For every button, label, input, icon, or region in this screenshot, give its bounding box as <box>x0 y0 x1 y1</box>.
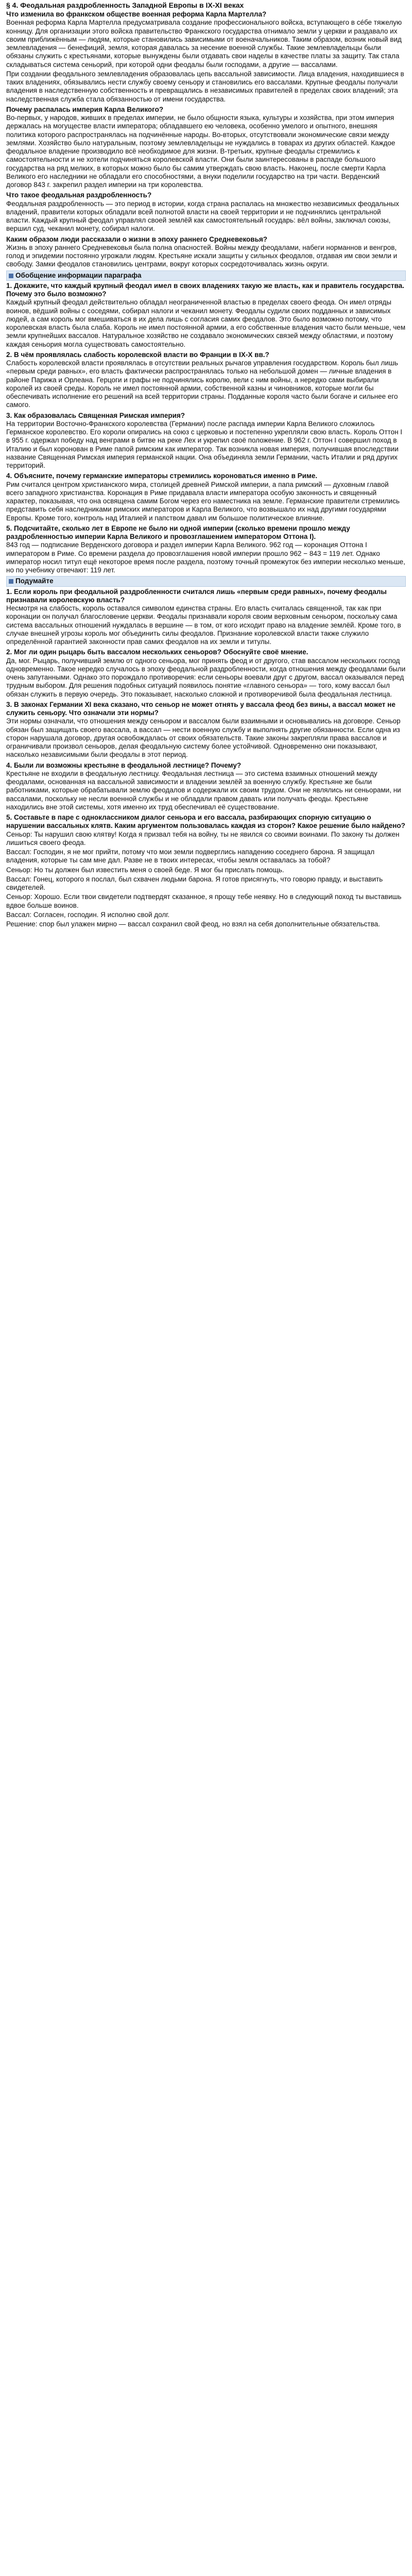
answer-paragraph: Несмотря на слабость, король оставался символом единства страны. Его власть считалась священной, так как при коронации он получал благословение церкви. Феодалы признавали короля своим верховным сеньором, поскольку сама система вассальных отношений нуждалась в вершине — в том, от кого исходит право на владение землёй. Кроме того, в случае внешней угрозы король мог объединить силы феодалов. Признание королевской власти также служило определённой гарантией законности прав самих феодалов на их земли и титулы. <box>6 604 401 646</box>
question-heading: Что изменила во франкском обществе военная реформа Карла Мартелла? <box>6 10 267 18</box>
qa-block <box>6 191 406 233</box>
answer-paragraph: Сеньор: Но ты должен был известить меня о своей беде. Я мог бы прислать помощь. <box>6 866 284 874</box>
question-heading: 4. Объясните, почему германские императоры стремились короноваться именно в Риме. <box>6 472 318 480</box>
question-heading: Каким образом люди рассказали о жизни в эпоху раннего Средневековья? <box>6 235 268 243</box>
section-bar-summary <box>6 270 406 281</box>
page-title: § 4. Феодальная раздробленность Западной Европы в IX-XI веках <box>6 1 244 9</box>
document-page <box>3 0 409 930</box>
answer-paragraph: Феодальная раздробленность — это период в истории, когда страна распалась на множество независимых феодальных владений, правители которых обладали всей полнотой власти на своей территории и не подчинялись центральной власти. Каждый крупный феодал управлял своей землёй как самостоятельный государь: вёл войны, заключал союзы, вершил суд, чеканил монету, собирал налоги. <box>6 199 399 233</box>
question-heading: 1. Если король при феодальной раздробленности считался лишь «первым среди равных», почему феодалы признавали королевскую власть? <box>6 587 387 604</box>
part3-section <box>6 588 406 929</box>
answer-paragraph: Слабость королевской власти проявлялась в отсутствии реальных рычагов управления государством. Король был лишь «первым среди равных», его власть фактически распространялась только на небольшой домен — личные владения в районе Парижа и Орлеана. Герцоги и графы не подчинялись королю, вели с ним войны, а нередко сами выбирали королей из своей среды. Король не имел постоянной армии, собственной казны и чиновников, которые могли бы обеспечивать исполнение его решений на всей территории страны. Подданные короля часто были богаче и сильнее его самого. <box>6 359 398 409</box>
qa-block <box>6 235 406 269</box>
answer-paragraph: Сеньор: Ты нарушил свою клятву! Когда я призвал тебя на войну, ты не явился со своими воинами. По закону ты должен лишиться своего феода. <box>6 830 400 846</box>
answer-paragraph: 843 год — подписание Верденского договора и раздел империи Карла Великого. 962 год — коронация Оттона I императором в Риме. Со времени раздела до провозглашения новой империи прошло 962 − 843 = 119 лет. Однако император носил титул ещё некоторое время после раздела, поэтому точный промежуток без империи несколько меньше, но по учебнику отвечают: 119 лет. <box>6 541 405 574</box>
part2-section <box>6 282 406 575</box>
qa-block <box>6 524 406 575</box>
answer-paragraph: Вассал: Господин, я не мог прийти, потому что мои земли подверглись нападению соседнего барона. Я защищал владения, которые ты сам мне дал. Разве не в твоих интересах, чтобы земля оставалась за тобой? <box>6 848 375 865</box>
qa-block <box>6 472 406 522</box>
answer-paragraph: Вассал: Согласен, господин. Я исполню свой долг. <box>6 910 170 919</box>
question-heading: Почему распалась империя Карла Великого? <box>6 105 164 113</box>
qa-block <box>6 106 406 190</box>
answer-paragraph: Вассал: Гонец, которого я послал, был схвачен людьми барона. Я готов присягнуть, что говорю правду, и выставить свидетелей. <box>6 875 383 891</box>
answer-paragraph: Эти нормы означали, что отношения между сеньором и вассалом были взаимными и основывались на договоре. Сеньор обязан был защищать своего вассала, а вассал — нести военную службу и выполнять другие обязанности. Если одна из сторон нарушала договор, другая освобождалась от своих обязательств. Такие законы закрепляли права вассалов и ограничивали произвол сеньоров, делая феодальную систему более устойчивой. Одновременно они показывают, насколько независимыми были феодалы в этот период. <box>6 717 401 759</box>
answer-paragraph: На территории Восточно-Франкского королевства (Германии) после распада империи Карла Великого сложилось Германское королевство. Его короли опирались на союз с церковью и постепенно укрепляли свою власть. Король Оттон I в 955 г. одержал победу над венграми в битве на реке Лех и укрепил своё положение. В 962 г. Оттон I совершил поход в Италию и был коронован в Риме папой римским как император. Так возникла новая империя, получившая впоследствии название Священная Римская империя германской нации. Она объединяла земли Германии, часть Италии и ряд других территорий. <box>6 419 403 469</box>
question-heading: 2. Мог ли один рыцарь быть вассалом нескольких сеньоров? Обоснуйте своё мнение. <box>6 648 308 656</box>
section-bar-think <box>6 576 406 586</box>
answer-paragraph: Сеньор: Хорошо. Если твои свидетели подтвердят сказанное, я прощу тебе неявку. Но в следующий поход ты выставишь вдвое больше воинов. <box>6 893 402 909</box>
part1-section <box>6 10 406 269</box>
question-heading: 4. Были ли возможны крестьяне в феодальной лестнице? Почему? <box>6 761 242 769</box>
answer-paragraph: Военная реформа Карла Мартелла предусматривала создание профессионального войска, вступающего в сéбе тяжелую конницу. Для организации этого войска правительство Франкского государства отнимало земли у церкви и раздавало их своим приближённым — людям, которые становились зависимыми от военачальников. Таким образом, возник новый вид землевладения — бенефиций, земля, которая давалась за несение военной службы. Такие землевладельцы были обязаны служить с крестьянами, которые вынуждены были отдавать свои наделы в качестве платы за защиту. Так стала складываться система сеньорий, при которой одни феодалы были господами, а другие — вассалами. <box>6 19 402 69</box>
answer-paragraph: Да, мог. Рыцарь, получивший землю от одного сеньора, мог принять феод и от другого, став вассалом нескольких господ одновременно. Такое нередко случалось в эпоху феодальной раздробленности, когда отношения между феодалами были очень запутанными. Однако это порождало противоречия: если сеньоры воевали друг с другом, вассал оказывался перед трудным выбором. Для решения подобных ситуаций появилось понятие «главного сеньора» — того, кому вассал был обязан служить в первую очередь. Это показывает, насколько сложной и противоречивой была феодальная лестница. <box>6 656 406 698</box>
qa-block <box>6 351 406 410</box>
question-heading: 3. Как образовалась Священная Римская империя? <box>6 411 185 419</box>
section-bar-label: Подумайте <box>15 577 54 585</box>
answer-paragraph: Крестьяне не входили в феодальную лестницу. Феодальная лестница — это система взаимных отношений между феодалами, основанная на вассальной зависимости и владении землёй за военную службу. Крестьяне же были работниками, которые обрабатывали землю феодалов и содержали их своим трудом. Они не являлись ни сеньорами, ни вассалами, поскольку не несли военной службы и не обладали правом давать или получать феоды. Крестьяне находились вне этой системы, хотя именно их труд обеспечивал её существование. <box>6 769 401 811</box>
question-heading: 2. В чём проявлялась слабость королевской власти во Франции в IX-X вв.? <box>6 350 269 359</box>
qa-block <box>6 412 406 470</box>
answer-paragraph: Рим считался центром христианского мира, столицей древней Римской империи, а папа римский — духовным главой всего западного христианства. Коронация в Риме придавала власти императора особую законность и священный характер, показывая, что она освящена самим Богом через его наместника на земле. Германские правители стремились представить себя наследниками римских императоров и Карла Великого, что возвышало их над другими государями Европы. Кроме того, контроль над Италией и папством давал им большое политическое влияние. <box>6 480 400 522</box>
qa-block <box>6 648 406 699</box>
qa-block <box>6 701 406 759</box>
section-marker-icon <box>9 274 13 278</box>
answer-paragraph: Жизнь в эпоху раннего Средневековья была полна опасностей. Войны между феодалами, набеги норманнов и венгров, голод и эпидемии постоянно угрожали людям. Крестьяне искали защиты у сильных феодалов, отдавая им свои земли и свободу. Замки феодалов становились центрами, вокруг которых сосредоточивалась жизнь округи. <box>6 243 398 268</box>
question-heading: 5. Подсчитайте, сколько лет в Европе не было ни одной империи (сколько времени прошло между раздробленностью империи Карла Великого и провозглашением императором Оттона I). <box>6 524 350 540</box>
section-marker-icon <box>9 579 13 584</box>
qa-block <box>6 10 406 104</box>
question-heading: 5. Составьте в паре с одноклассником диалог сеньора и его вассала, разбирающих спорную ситуацию о нарушении вассальных клятв. Каким аргументом пользовалась каждая из сторон? Какое решение было найдено? <box>6 814 405 830</box>
qa-block <box>6 282 406 349</box>
answer-paragraph: При создании феодального землевладения образовалась цепь вассальной зависимости. Лица владения, находившиеся в таких владениях, обязывались нести службу своему сеньору и становились его вассалами. Крупные феодалы получали владения в наследственную собственность и превращались в независимых правителей в пределах своих владений; эта наследственная служба стала обязанностью от имени государства. <box>6 70 404 103</box>
question-heading: 3. В законах Германии XI века сказано, что сеньор не может отнять у вассала феод без вины, а вассал может не служить сеньору. Что означали эти нормы? <box>6 700 396 717</box>
answer-paragraph: Каждый крупный феодал действительно обладал неограниченной властью в пределах своего феода. Он имел отряды воинов, вёдший войны с соседями, собирал налоги и чеканил монету. Феодалы судили своих подданных и зависимых людей, а сам король мог вмешиваться в их дела лишь с согласия самих феодалов. Это было возможно потому, что королевская власть была слаба. Король не имел постоянной армии, а его собственные владения часто были меньше, чем земли крупнейших вассалов. Натуральное хозяйство не создавало экономических связей между областями, и поэтому каждая сеньория могла существовать самостоятельно. <box>6 298 406 348</box>
answer-paragraph: Решение: спор был улажен мирно — вассал сохранил свой феод, но взял на себя дополнительные обязательства. <box>6 920 380 928</box>
qa-block <box>6 588 406 647</box>
answer-paragraph: Во-первых, у народов, живших в пределах империи, не было общности языка, культуры и хозяйства, при этом империя держалась на могуществе власти императора; обладавшего ею человека, особенно умелого и опытного, внешняя политика которого распространялась на подчинённые народы. Во-вторых, отсутствовали экономические связи между землями. Хозяйство было натуральным, поэтому землевладельцы не нуждались в товарах из других областей. Каждое феодальное владение производило всё необходимое для жизни. В-третьих, крупные феодалы стремились к самостоятельности и не хотели подчиняться королевской власти. Они были заинтересованы в распаде большого государства на ряд мелких, в которых можно было бы самим утверждать свою власть. Наконец, после смерти Карла Великого его наследники не обладали его способностями, а внуки поделили государство на три части. Верденский договор 843 г. закрепил раздел империи на три королевства. <box>6 114 396 189</box>
question-heading: 1. Докажите, что каждый крупный феодал имел в своих владениях такую же власть, как и правитель государства. Почему это было возможно? <box>6 281 404 298</box>
qa-block <box>6 814 406 928</box>
qa-block <box>6 761 406 812</box>
question-heading: Что такое феодальная раздробленность? <box>6 191 152 199</box>
section-bar-label: Обобщение информации параграфа <box>15 271 142 279</box>
